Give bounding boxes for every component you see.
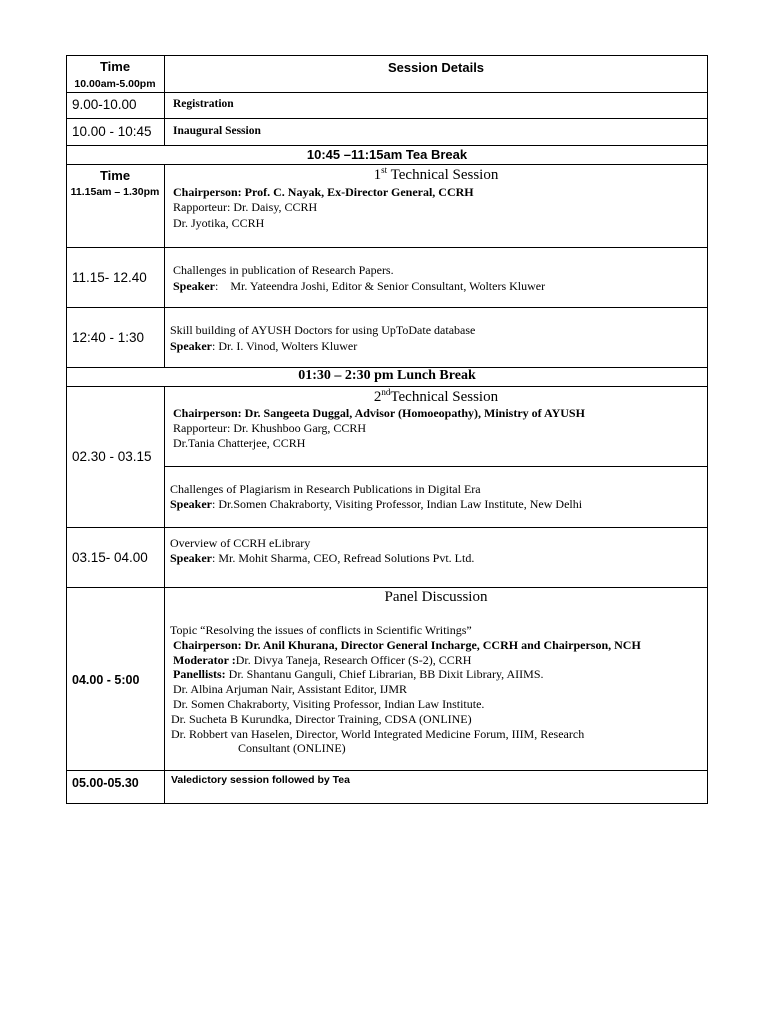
panellist: Dr. Robbert van Haselen, Director, World Integrated Medicine Forum, IIIM, Research [171, 727, 585, 741]
header-session-details: Session Details [387, 60, 485, 75]
row-divider [66, 770, 708, 771]
panel-chairperson: Chairperson: Dr. Anil Khurana, Director General Incharge, CCRH and Chairperson, NCH [173, 638, 641, 652]
tech1-title-number: 1 [373, 167, 382, 183]
panellist: Dr. Somen Chakraborty, Visiting Professor, Indian Law Institute. [173, 697, 485, 711]
tech2-time: 02.30 - 03.15 [72, 449, 152, 464]
moderator-value: Dr. Divya Taneja, Research Officer (S-2), CCRH [235, 653, 472, 667]
talk3-speaker [170, 551, 474, 566]
registration-time: 9.00-10.00 [72, 97, 137, 112]
tech2-rapporteur: Rapporteur: Dr. Khushboo Garg, CCRH [173, 421, 367, 435]
panellist: Dr. Sucheta B Kurundka, Director Training, CDSA (ONLINE) [171, 712, 472, 726]
table-border-right [707, 55, 708, 804]
row-divider [66, 247, 708, 248]
row-divider [66, 307, 708, 308]
lunch-break: 01:30 – 2:30 pm Lunch Break [298, 368, 476, 383]
talk3-title: Overview of CCRH eLibrary [170, 536, 311, 550]
row-divider [66, 145, 708, 146]
speaker-value: : Dr. I. Vinod, Wolters Kluwer [212, 339, 358, 353]
panel-time: 04.00 - 5:00 [72, 673, 140, 687]
tech2-chairperson: Chairperson: Dr. Sangeeta Duggal, Advisor (Homoeopathy), Ministry of AYUSH [173, 406, 585, 420]
chairperson-value: Prof. C. Nayak, Ex-Director General, CCRH [244, 185, 474, 199]
talk2-time: 12:40 - 1:30 [72, 330, 145, 345]
panel-moderator [173, 653, 471, 668]
tech2-speaker [170, 497, 582, 512]
speaker-value: : Mr. Mohit Sharma, CEO, Refread Solutions Pvt. Ltd. [212, 551, 475, 565]
tech2-title-text: Technical Session [390, 389, 499, 405]
panellist-continued: Consultant (ONLINE) [238, 741, 346, 755]
speaker-value: : Dr.Somen Chakraborty, Visiting Professor, Indian Law Institute, New Delhi [212, 497, 583, 511]
inaugural-time: 10.00 - 10:45 [72, 124, 152, 139]
tech1-rapporteur: Rapporteur: Dr. Daisy, CCRH [173, 200, 318, 214]
table-border-bottom [66, 803, 708, 804]
row-divider [66, 118, 708, 119]
speaker-label: Speaker [170, 551, 212, 565]
panellist: Dr. Albina Arjuman Nair, Assistant Editor, IJMR [173, 682, 408, 696]
row-divider [66, 527, 708, 528]
talk1-time: 11.15- 12.40 [72, 270, 147, 285]
tech1-title-sup: st [381, 165, 388, 175]
header-time-range: 10.00am-5.00pm [74, 78, 156, 90]
speaker-label: Speaker [170, 497, 212, 511]
moderator-label: Moderator : [173, 653, 236, 667]
table-border-top [66, 55, 708, 56]
tea-break: 10:45 –11:15am Tea Break [306, 147, 468, 162]
tech1-time-range: 11.15am – 1.30pm [70, 186, 160, 198]
valedictory-label: Valedictory session followed by Tea [171, 774, 350, 786]
chairperson-label: Chairperson: [173, 185, 245, 199]
row-divider [165, 466, 708, 467]
panel-panellists [173, 667, 544, 682]
row-divider [66, 92, 708, 93]
inaugural-label: Inaugural Session [173, 125, 261, 137]
header-time-label: Time [99, 59, 131, 74]
registration-label: Registration [173, 98, 234, 110]
panel-topic: Topic “Resolving the issues of conflicts in Scientific Writings” [170, 623, 472, 637]
valedictory-time: 05.00-05.30 [72, 776, 139, 790]
tech1-time-label: Time [99, 168, 131, 183]
tech2-title [165, 387, 707, 406]
talk2-speaker [170, 339, 357, 354]
talk1-title: Challenges in publication of Research Papers. [173, 263, 394, 277]
talk2-title: Skill building of AYUSH Doctors for using UpToDate database [170, 323, 476, 337]
row-divider [66, 587, 708, 588]
tech2-title-sup: nd [381, 387, 391, 397]
tech2-talk-title: Challenges of Plagiarism in Research Publications in Digital Era [170, 482, 481, 496]
panel-title: Panel Discussion [384, 589, 488, 605]
tech1-rapporteur-2: Dr. Jyotika, CCRH [173, 216, 265, 230]
tech1-title [165, 165, 707, 184]
talk1-speaker [173, 279, 545, 294]
speaker-value: : Mr. Yateendra Joshi, Editor & Senior Consultant, Wolters Kluwer [215, 279, 546, 293]
panellists-value: Dr. Shantanu Ganguli, Chief Librarian, BB Dixit Library, AIIMS. [225, 667, 544, 681]
tech1-chairperson [173, 185, 474, 200]
tech2-rapporteur-2: Dr.Tania Chatterjee, CCRH [173, 436, 306, 450]
column-divider [164, 164, 165, 367]
speaker-label: Speaker [173, 279, 215, 293]
talk3-time: 03.15- 04.00 [72, 550, 148, 565]
tech1-title-text: Technical Session [387, 167, 499, 183]
tech2-title-number: 2 [373, 389, 382, 405]
speaker-label: Speaker [170, 339, 212, 353]
panellists-label: Panellists: [173, 667, 226, 681]
